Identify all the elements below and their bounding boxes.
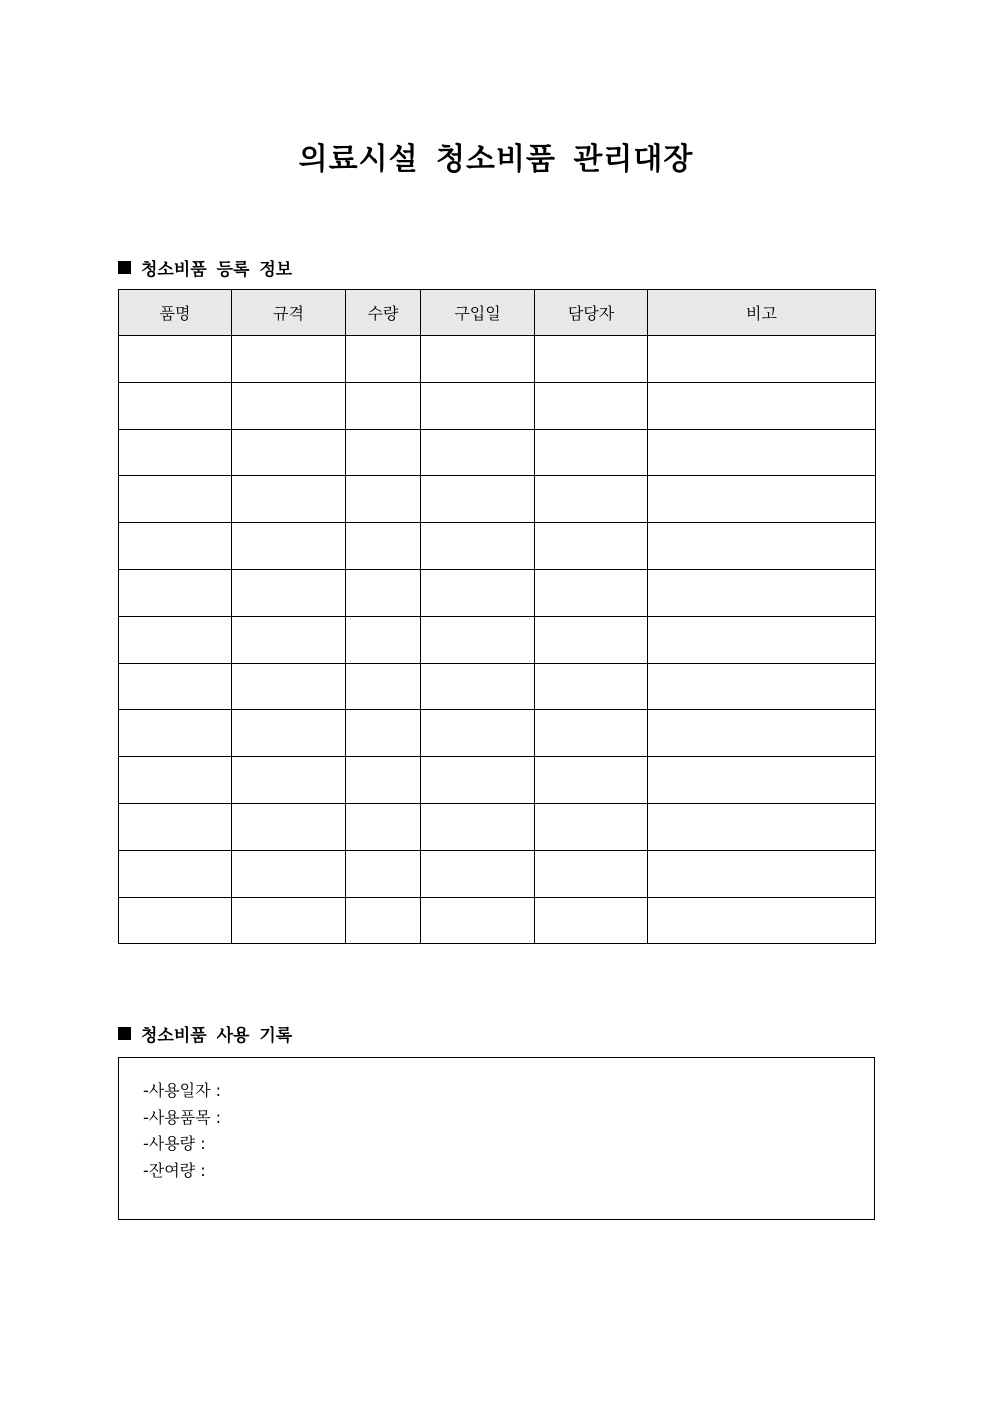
field-label: -사용량 : bbox=[143, 1134, 206, 1153]
table-cell[interactable] bbox=[648, 803, 876, 850]
table-cell[interactable] bbox=[535, 429, 648, 476]
table-cell[interactable] bbox=[535, 382, 648, 429]
table-cell[interactable] bbox=[421, 569, 535, 616]
table-row bbox=[119, 616, 876, 663]
table-cell[interactable] bbox=[648, 710, 876, 757]
table-cell[interactable] bbox=[421, 803, 535, 850]
table-cell[interactable] bbox=[232, 523, 346, 570]
table-header-row bbox=[119, 290, 876, 336]
table-cell[interactable] bbox=[346, 850, 421, 897]
table-cell[interactable] bbox=[648, 897, 876, 944]
table-cell[interactable] bbox=[421, 616, 535, 663]
table-row bbox=[119, 757, 876, 804]
registration-table bbox=[118, 289, 876, 944]
table-cell[interactable] bbox=[119, 336, 232, 383]
table-cell[interactable] bbox=[232, 336, 346, 383]
table-cell[interactable] bbox=[232, 897, 346, 944]
table-row bbox=[119, 476, 876, 523]
table-row bbox=[119, 710, 876, 757]
document-title: 의료시설 청소비품 관리대장 bbox=[298, 142, 694, 177]
table-cell[interactable] bbox=[232, 569, 346, 616]
table-cell[interactable] bbox=[119, 429, 232, 476]
column-header-purchase-date: 구입일 bbox=[421, 290, 535, 336]
column-header-item-name: 품명 bbox=[119, 290, 232, 336]
table-cell[interactable] bbox=[421, 336, 535, 383]
column-header-quantity: 수량 bbox=[346, 290, 421, 336]
table-cell[interactable] bbox=[232, 429, 346, 476]
table-cell[interactable] bbox=[346, 523, 421, 570]
table-cell[interactable] bbox=[232, 803, 346, 850]
table-cell[interactable] bbox=[421, 710, 535, 757]
table-cell[interactable] bbox=[232, 757, 346, 804]
table-cell[interactable] bbox=[346, 663, 421, 710]
table-cell[interactable] bbox=[535, 569, 648, 616]
table-cell[interactable] bbox=[648, 382, 876, 429]
table-cell[interactable] bbox=[119, 569, 232, 616]
table-cell[interactable] bbox=[421, 897, 535, 944]
field-label: -잔여량 : bbox=[143, 1160, 206, 1180]
table-row bbox=[119, 523, 876, 570]
table-row bbox=[119, 382, 876, 429]
table-cell[interactable] bbox=[346, 616, 421, 663]
black-square-bullet-icon bbox=[118, 1027, 131, 1040]
table-cell[interactable] bbox=[535, 710, 648, 757]
table-cell[interactable] bbox=[346, 803, 421, 850]
table-cell[interactable] bbox=[535, 336, 648, 383]
table-cell[interactable] bbox=[648, 569, 876, 616]
table-cell[interactable] bbox=[421, 382, 535, 429]
usage-field-remaining[interactable] bbox=[143, 1158, 221, 1185]
table-cell[interactable] bbox=[346, 757, 421, 804]
column-header-spec: 규격 bbox=[232, 290, 346, 336]
table-cell[interactable] bbox=[648, 429, 876, 476]
table-cell[interactable] bbox=[535, 803, 648, 850]
table-cell[interactable] bbox=[232, 850, 346, 897]
registration-table-body bbox=[119, 336, 876, 944]
table-cell[interactable] bbox=[346, 336, 421, 383]
usage-field-amount-used[interactable] bbox=[143, 1131, 221, 1158]
table-cell[interactable] bbox=[119, 663, 232, 710]
column-header-remarks: 비고 bbox=[648, 290, 876, 336]
table-cell[interactable] bbox=[648, 523, 876, 570]
black-square-bullet-icon bbox=[118, 261, 131, 274]
registration-heading-text: 청소비품 등록 정보 bbox=[141, 260, 293, 280]
table-cell[interactable] bbox=[535, 850, 648, 897]
field-label: -사용일자 : bbox=[143, 1081, 222, 1100]
table-row bbox=[119, 803, 876, 850]
table-cell[interactable] bbox=[119, 382, 232, 429]
table-cell[interactable] bbox=[119, 476, 232, 523]
table-row bbox=[119, 569, 876, 616]
table-cell[interactable] bbox=[535, 616, 648, 663]
table-cell[interactable] bbox=[648, 476, 876, 523]
registration-section-heading bbox=[118, 255, 292, 280]
table-cell[interactable] bbox=[648, 663, 876, 710]
table-cell[interactable] bbox=[535, 476, 648, 523]
usage-heading-text: 청소비품 사용 기록 bbox=[141, 1026, 293, 1046]
table-cell[interactable] bbox=[346, 569, 421, 616]
table-cell[interactable] bbox=[421, 523, 535, 570]
table-cell[interactable] bbox=[648, 336, 876, 383]
table-cell[interactable] bbox=[232, 663, 346, 710]
usage-record-box bbox=[118, 1057, 875, 1220]
table-cell[interactable] bbox=[119, 803, 232, 850]
table-cell[interactable] bbox=[232, 476, 346, 523]
table-row bbox=[119, 897, 876, 944]
table-row bbox=[119, 429, 876, 476]
table-cell[interactable] bbox=[346, 710, 421, 757]
table-cell[interactable] bbox=[119, 757, 232, 804]
table-cell[interactable] bbox=[232, 616, 346, 663]
table-cell[interactable] bbox=[119, 710, 232, 757]
usage-field-item[interactable] bbox=[143, 1105, 221, 1132]
table-cell[interactable] bbox=[346, 429, 421, 476]
table-cell[interactable] bbox=[535, 897, 648, 944]
table-cell[interactable] bbox=[421, 429, 535, 476]
table-cell[interactable] bbox=[119, 850, 232, 897]
table-cell[interactable] bbox=[648, 757, 876, 804]
table-cell[interactable] bbox=[119, 523, 232, 570]
table-cell[interactable] bbox=[535, 663, 648, 710]
usage-fields bbox=[143, 1078, 221, 1184]
table-cell[interactable] bbox=[232, 710, 346, 757]
column-header-manager: 담당자 bbox=[535, 290, 648, 336]
table-cell[interactable] bbox=[421, 850, 535, 897]
table-cell[interactable] bbox=[346, 476, 421, 523]
usage-section-heading bbox=[118, 1021, 292, 1046]
table-cell[interactable] bbox=[119, 897, 232, 944]
table-cell[interactable] bbox=[232, 382, 346, 429]
table-cell[interactable] bbox=[421, 663, 535, 710]
usage-field-date[interactable] bbox=[143, 1078, 221, 1105]
table-row bbox=[119, 336, 876, 383]
table-cell[interactable] bbox=[535, 757, 648, 804]
table-cell[interactable] bbox=[119, 616, 232, 663]
table-cell[interactable] bbox=[346, 897, 421, 944]
table-cell[interactable] bbox=[346, 382, 421, 429]
table-cell[interactable] bbox=[421, 757, 535, 804]
table-cell[interactable] bbox=[535, 523, 648, 570]
table-row bbox=[119, 850, 876, 897]
table-cell[interactable] bbox=[648, 616, 876, 663]
table-cell[interactable] bbox=[648, 850, 876, 897]
field-label: -사용품목 : bbox=[143, 1107, 222, 1127]
table-cell[interactable] bbox=[421, 476, 535, 523]
table-row bbox=[119, 663, 876, 710]
